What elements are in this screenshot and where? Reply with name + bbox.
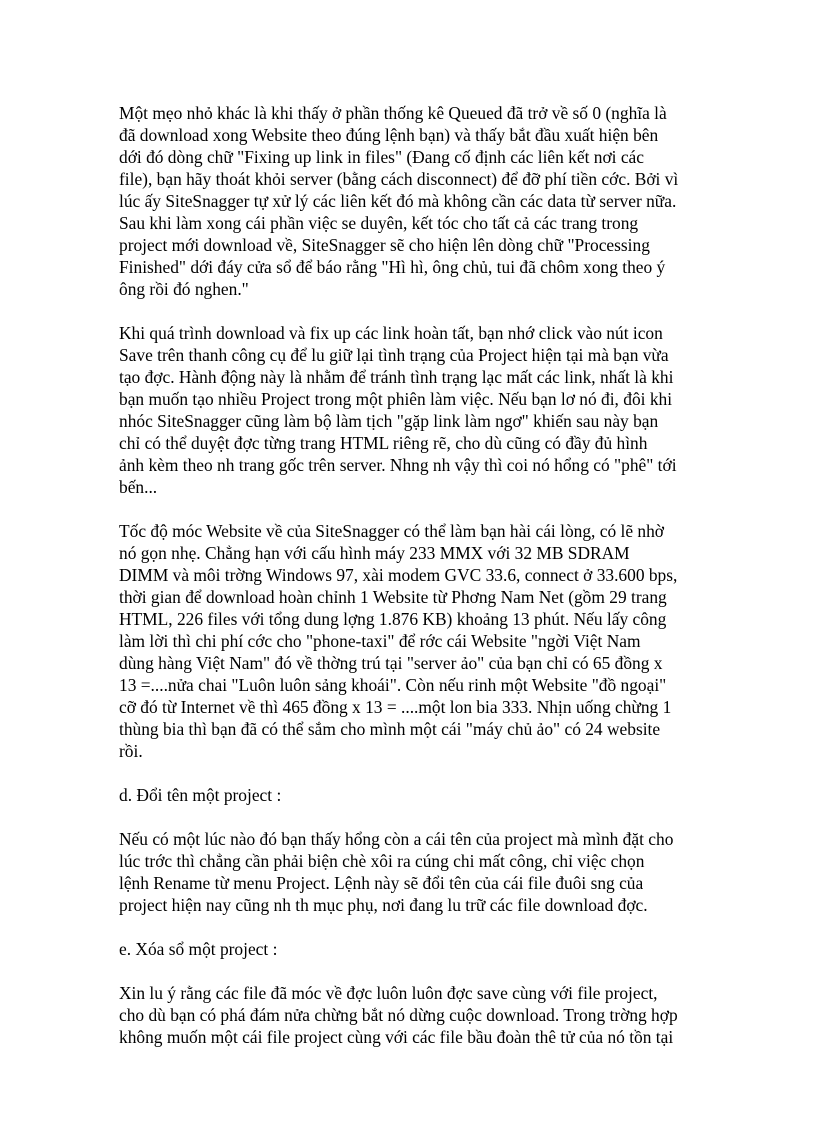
document-body bbox=[119, 102, 719, 1070]
heading-line: d. Đổi tên một project : bbox=[119, 785, 282, 805]
text-line: cỡ đó từ Internet về thì 465 đồng x 13 = ....một lon bia 333. Nhịn uống chừng 1 bbox=[119, 697, 672, 717]
section-heading-delete-project bbox=[119, 938, 719, 960]
text-line: dới đó dòng chữ "Fixing up link in files" (Đang cố định các liên kết nơi các bbox=[119, 147, 644, 167]
text-line: 13 =....nửa chai "Luôn luôn sảng khoái". Còn nếu rinh một Website "đồ ngoại" bbox=[119, 675, 667, 695]
text-line: nhóc SiteSnagger cũng làm bộ làm tịch "gặp link làm ngơ" khiến sau này bạn bbox=[119, 411, 659, 431]
text-line: Tốc độ móc Website về của SiteSnagger có thể làm bạn hài cái lòng, có lẽ nhờ bbox=[119, 521, 664, 541]
text-line: Xin lu ý rằng các file đã móc về đợc luôn luôn đợc save cùng với file project, bbox=[119, 983, 658, 1003]
text-line: chỉ có thể duyệt đợc từng trang HTML riêng rẽ, cho dù cũng có đầy đủ hình bbox=[119, 433, 648, 453]
paragraph-delete-project bbox=[119, 982, 719, 1048]
heading-line: e. Xóa sổ một project : bbox=[119, 939, 278, 959]
text-line: file), bạn hãy thoát khỏi server (bằng cách disconnect) để đỡ phí tiền cớc. Bởi vì bbox=[119, 169, 679, 189]
paragraph-rename-project bbox=[119, 828, 719, 916]
paragraph-save-project bbox=[119, 322, 719, 498]
text-line: Một mẹo nhỏ khác là khi thấy ở phần thống kê Queued đã trở về số 0 (nghĩa là bbox=[119, 103, 667, 123]
text-line: thùng bia thì bạn đã có thể sắm cho mình một cái "máy chủ ảo" có 24 website bbox=[119, 719, 661, 739]
text-line: bến... bbox=[119, 477, 158, 497]
text-line: ảnh kèm theo nh trang gốc trên server. Nhng nh vậy thì coi nó hổng có "phê" tới bbox=[119, 455, 677, 475]
text-line: dùng hàng Việt Nam" đó về thờng trú tại "server ảo" của bạn chỉ có 65 đồng x bbox=[119, 653, 663, 673]
text-line: bạn muốn tạo nhiều Project trong một phiên làm việc. Nếu bạn lơ nó đi, đôi khi bbox=[119, 389, 673, 409]
text-line: ông rồi đó nghen." bbox=[119, 279, 249, 299]
text-line: cho dù bạn có phá đám nửa chừng bắt nó dừng cuộc download. Trong trờng hợp bbox=[119, 1005, 678, 1025]
text-line: làm lời thì chi phí cớc cho "phone-taxi" để rớc cái Website "ngời Việt Nam bbox=[119, 631, 641, 651]
paragraph-download-speed bbox=[119, 520, 719, 762]
text-line: project mới download về, SiteSnagger sẽ cho hiện lên dòng chữ "Processing bbox=[119, 235, 650, 255]
text-line: thời gian để download hoàn chỉnh 1 Website từ Phơng Nam Net (gồm 29 trang bbox=[119, 587, 667, 607]
text-line: không muốn một cái file project cùng với các file bầu đoàn thê tử của nó tồn tại bbox=[119, 1027, 674, 1047]
text-line: nó gọn nhẹ. Chẳng hạn với cấu hình máy 233 MMX với 32 MB SDRAM bbox=[119, 543, 630, 563]
text-line: lúc ấy SiteSnagger tự xử lý các liên kết đó mà không cần các data từ server nữa. bbox=[119, 191, 677, 211]
text-line: rồi. bbox=[119, 741, 143, 761]
text-line: HTML, 226 files với tổng dung lợng 1.876 KB) khoảng 13 phút. Nếu lấy công bbox=[119, 609, 667, 629]
text-line: Nếu có một lúc nào đó bạn thấy hổng còn a cái tên của project mà mình đặt cho bbox=[119, 829, 674, 849]
text-line: DIMM và môi trờng Windows 97, xài modem GVC 33.6, connect ở 33.600 bps, bbox=[119, 565, 678, 585]
paragraph-queued-tip bbox=[119, 102, 719, 300]
text-line: project hiện nay cũng nh th mục phụ, nơi đang lu trữ các file download đợc. bbox=[119, 895, 648, 915]
text-line: Khi quá trình download và fix up các link hoàn tất, bạn nhớ click vào nút icon bbox=[119, 323, 663, 343]
text-line: lúc trớc thì chẳng cần phải biện chè xôi ra cúng chi mất công, chỉ việc chọn bbox=[119, 851, 645, 871]
section-heading-rename-project bbox=[119, 784, 719, 806]
text-line: đã download xong Website theo đúng lệnh bạn) và thấy bắt đầu xuất hiện bên bbox=[119, 125, 659, 145]
text-line: lệnh Rename từ menu Project. Lệnh này sẽ đổi tên của cái file đuôi sng của bbox=[119, 873, 644, 893]
text-line: Finished" dới đáy cửa sổ để báo rằng "Hì hì, ông chủ, tui đã chôm xong theo ý bbox=[119, 257, 666, 277]
text-line: Save trên thanh công cụ để lu giữ lại tình trạng của Project hiện tại mà bạn vừa bbox=[119, 345, 669, 365]
text-line: tạo đợc. Hành động này là nhằm để tránh tình trạng lạc mất các link, nhất là khi bbox=[119, 367, 674, 387]
text-line: Sau khi làm xong cái phần việc se duyên, kết tóc cho tất cả các trang trong bbox=[119, 213, 639, 233]
